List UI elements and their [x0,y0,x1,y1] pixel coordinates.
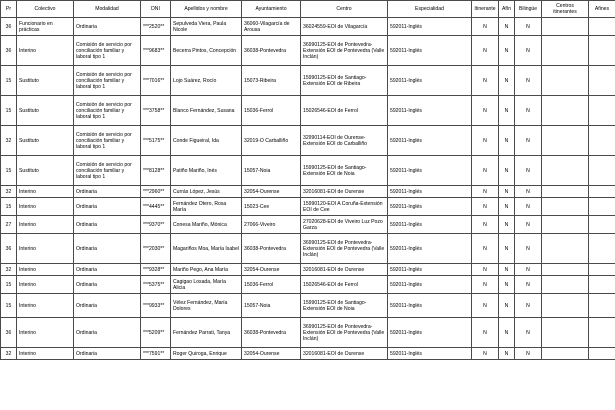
cell-nombre: Conesa Mariño, Mónica [171,216,242,234]
header-centro: Centro [301,1,388,18]
cell-pr: 15 [1,156,17,186]
cell-modalidad: Comisión de servicio por conciliación familiar y laboral tipo 1 [74,156,141,186]
cell-ayuntamiento: 15057-Noia [242,156,301,186]
cell-modalidad: Ordinaria [74,186,141,198]
cell-dni: ***5375** [141,276,171,294]
cell-colectivo: Interino [17,294,74,318]
cell-especialidad: 592011-Inglés [388,18,472,36]
cell-ayuntamiento: 15073-Ribeira [242,66,301,96]
cell-dni: ***4445** [141,198,171,216]
cell-itinerante: N [472,318,499,348]
cell-ayuntamiento: 15036-Ferrol [242,276,301,294]
cell-afin: N [499,36,515,66]
cell-afines [589,66,615,96]
header-bilingue: Bilingüe [515,1,542,18]
cell-centros-itinerantes [542,348,589,360]
cell-afin: N [499,66,515,96]
cell-pr: 15 [1,66,17,96]
cell-bilingue: N [515,18,542,36]
cell-especialidad: 592011-Inglés [388,348,472,360]
table-row [1,198,615,216]
cell-itinerante: N [472,276,499,294]
cell-especialidad: 592011-Inglés [388,318,472,348]
cell-especialidad: 592011-Inglés [388,126,472,156]
cell-nombre: Roger Quiroga, Enrique [171,348,242,360]
cell-afines [589,186,615,198]
cell-bilingue: N [515,186,542,198]
cell-dni: ***9683** [141,36,171,66]
cell-bilingue: N [515,264,542,276]
cell-centro: 36990125-EOI de Pontevedra-Extensión EOI de Pontevedra (Valle Inclán) [301,234,388,264]
cell-centros-itinerantes [542,36,589,66]
cell-dni: ***5175** [141,126,171,156]
table-row [1,348,615,360]
cell-colectivo: Sustituto [17,66,74,96]
cell-afines [589,276,615,294]
cell-centro: 15026546-EOI de Ferrol [301,96,388,126]
cell-ayuntamiento: 32054-Ourense [242,186,301,198]
cell-afines [589,216,615,234]
cell-centro: 15026546-EOI de Ferrol [301,276,388,294]
cell-ayuntamiento: 32019-O Carballiño [242,126,301,156]
cell-dni: ***2520** [141,18,171,36]
cell-modalidad: Ordinaria [74,198,141,216]
cell-nombre: Becerra Pintos, Concepción [171,36,242,66]
cell-dni: ***9370** [141,216,171,234]
cell-ayuntamiento: 36038-Pontevedra [242,36,301,66]
cell-colectivo: Interino [17,264,74,276]
cell-colectivo: Interino [17,318,74,348]
cell-itinerante: N [472,294,499,318]
cell-afin: N [499,216,515,234]
cell-nombre: Vélez Fernández, María Dolores [171,294,242,318]
cell-colectivo: Sustituto [17,126,74,156]
cell-pr: 15 [1,276,17,294]
cell-modalidad: Ordinaria [74,216,141,234]
table-row [1,318,615,348]
header-row [1,1,615,18]
cell-itinerante: N [472,198,499,216]
table-row [1,216,615,234]
cell-especialidad: 592011-Inglés [388,264,472,276]
cell-nombre: Cagigao Losada, María Alicia [171,276,242,294]
cell-pr: 32 [1,186,17,198]
cell-nombre: Fernández Parrati, Tanya [171,318,242,348]
cell-especialidad: 592011-Inglés [388,96,472,126]
cell-ayuntamiento: 32054-Ourense [242,264,301,276]
cell-afin: N [499,348,515,360]
cell-especialidad: 592011-Inglés [388,66,472,96]
cell-centros-itinerantes [542,276,589,294]
cell-nombre: Fernández Otero, Rosa María [171,198,242,216]
cell-bilingue: N [515,276,542,294]
cell-afines [589,318,615,348]
cell-centros-itinerantes [542,126,589,156]
cell-centros-itinerantes [542,216,589,234]
cell-bilingue: N [515,234,542,264]
cell-centros-itinerantes [542,264,589,276]
cell-especialidad: 592011-Inglés [388,36,472,66]
cell-centro: 32016081-EOI de Ourense [301,186,388,198]
cell-ayuntamiento: 15023-Cee [242,198,301,216]
cell-pr: 15 [1,96,17,126]
cell-pr: 36 [1,318,17,348]
cell-colectivo: Sustituto [17,156,74,186]
cell-centros-itinerantes [542,186,589,198]
cell-centros-itinerantes [542,18,589,36]
cell-dni: ***2030** [141,234,171,264]
cell-colectivo: Interino [17,216,74,234]
cell-pr: 36 [1,18,17,36]
cell-itinerante: N [472,36,499,66]
table-row [1,66,615,96]
cell-modalidad: Comisión de servicio por conciliación familiar y laboral tipo 1 [74,96,141,126]
cell-centro: 15990120-EOI A Coruña-Extensión EOI de Cee [301,198,388,216]
cell-bilingue: N [515,216,542,234]
cell-itinerante: N [472,264,499,276]
cell-afines [589,156,615,186]
cell-centros-itinerantes [542,198,589,216]
cell-ayuntamiento: 36060-Vilagarcía de Arousa [242,18,301,36]
cell-colectivo: Interino [17,276,74,294]
cell-afin: N [499,96,515,126]
cell-colectivo: Interino [17,348,74,360]
header-modalidad: Modalidad [74,1,141,18]
cell-ayuntamiento: 36038-Pontevedra [242,234,301,264]
cell-modalidad: Ordinaria [74,294,141,318]
cell-centro: 32016081-EOI de Ourense [301,264,388,276]
cell-pr: 15 [1,198,17,216]
cell-especialidad: 592011-Inglés [388,186,472,198]
cell-dni: ***7016** [141,66,171,96]
cell-centro: 36990125-EOI de Pontevedra-Extensión EOI de Pontevedra (Valle Inclán) [301,36,388,66]
cell-itinerante: N [472,348,499,360]
cell-afin: N [499,18,515,36]
cell-nombre: Magariños Moa, María Isabel [171,234,242,264]
cell-afines [589,36,615,66]
cell-itinerante: N [472,66,499,96]
cell-ayuntamiento: 15057-Noia [242,294,301,318]
cell-especialidad: 592011-Inglés [388,156,472,186]
cell-bilingue: N [515,96,542,126]
cell-nombre: Blanco Fernández, Susana [171,96,242,126]
cell-afines [589,18,615,36]
cell-colectivo: Sustituto [17,96,74,126]
cell-modalidad: Comisión de servicio por conciliación familiar y laboral tipo 1 [74,66,141,96]
cell-ayuntamiento: 32054-Ourense [242,348,301,360]
cell-centros-itinerantes [542,156,589,186]
cell-afin: N [499,234,515,264]
table-row [1,294,615,318]
cell-itinerante: N [472,234,499,264]
cell-modalidad: Ordinaria [74,276,141,294]
cell-nombre: Lojo Suárez, Rocío [171,66,242,96]
header-apellidos: Apellidos y nombre [171,1,242,18]
cell-afin: N [499,186,515,198]
cell-centro: 32016081-EOI de Ourense [301,348,388,360]
cell-colectivo: Interino [17,234,74,264]
cell-especialidad: 592011-Inglés [388,216,472,234]
cell-especialidad: 592011-Inglés [388,234,472,264]
cell-colectivo: Interino [17,186,74,198]
cell-itinerante: N [472,156,499,186]
cell-centro: 27020628-EOI de Viveiro Luz Pozo Garza [301,216,388,234]
cell-itinerante: N [472,18,499,36]
header-afin: Afín [499,1,515,18]
cell-modalidad: Ordinaria [74,18,141,36]
cell-centros-itinerantes [542,294,589,318]
header-afines: Afines [589,1,615,18]
table-row [1,126,615,156]
cell-centros-itinerantes [542,234,589,264]
cell-dni: ***3758** [141,96,171,126]
cell-bilingue: N [515,198,542,216]
cell-afin: N [499,294,515,318]
cell-especialidad: 592011-Inglés [388,276,472,294]
cell-bilingue: N [515,36,542,66]
cell-dni: ***5209** [141,318,171,348]
cell-pr: 36 [1,234,17,264]
header-colectivo: Colectivo [17,1,74,18]
cell-afin: N [499,126,515,156]
cell-afin: N [499,318,515,348]
table-row [1,96,615,126]
cell-afines [589,96,615,126]
table-row [1,186,615,198]
header-itinerante: Itinerante [472,1,499,18]
header-dni: DNI [141,1,171,18]
table-row [1,156,615,186]
cell-pr: 15 [1,294,17,318]
table-row [1,234,615,264]
cell-nombre: Mariño Pego, Ana María [171,264,242,276]
cell-afin: N [499,198,515,216]
table-row [1,264,615,276]
cell-bilingue: N [515,318,542,348]
cell-dni: ***9933** [141,294,171,318]
header-centros-itinerantes: Centros itinerantes [542,1,589,18]
cell-afines [589,198,615,216]
cell-centro: 15990125-EOI de Santiago-Extensión EOI de Noia [301,294,388,318]
cell-ayuntamiento: 27066-Viveiro [242,216,301,234]
cell-colectivo: Funcionario en prácticas [17,18,74,36]
cell-afin: N [499,156,515,186]
cell-dni: ***7591** [141,348,171,360]
cell-ayuntamiento: 15036-Ferrol [242,96,301,126]
cell-modalidad: Ordinaria [74,234,141,264]
cell-itinerante: N [472,96,499,126]
cell-modalidad: Ordinaria [74,348,141,360]
cell-afines [589,126,615,156]
cell-itinerante: N [472,126,499,156]
cell-nombre: Patiño Mariño, Inés [171,156,242,186]
table-row [1,36,615,66]
cell-afines [589,234,615,264]
cell-centro: 15990125-EOI de Santiago-Extensión EOI de Ribeira [301,66,388,96]
cell-pr: 32 [1,126,17,156]
cell-modalidad: Comisión de servicio por conciliación familiar y laboral tipo 1 [74,126,141,156]
cell-bilingue: N [515,126,542,156]
cell-especialidad: 592011-Inglés [388,198,472,216]
cell-centro: 32990114-EOI de Ourense-Extensión EOI do Carballiño [301,126,388,156]
header-ayuntamiento: Ayuntamiento [242,1,301,18]
cell-afines [589,294,615,318]
cell-bilingue: N [515,156,542,186]
cell-afin: N [499,264,515,276]
cell-itinerante: N [472,216,499,234]
cell-centros-itinerantes [542,318,589,348]
cell-dni: ***9328** [141,264,171,276]
cell-modalidad: Ordinaria [74,318,141,348]
cell-nombre: Sepulveda Viera, Paula Nicole [171,18,242,36]
table-row [1,276,615,294]
cell-pr: 32 [1,264,17,276]
cell-nombre: Currás López, Jesús [171,186,242,198]
cell-afin: N [499,276,515,294]
cell-itinerante: N [472,186,499,198]
table-row [1,18,615,36]
cell-modalidad: Ordinaria [74,264,141,276]
cell-centro: 15990125-EOI de Santiago-Extensión EOI de Noia [301,156,388,186]
cell-colectivo: Interino [17,36,74,66]
cell-nombre: Conde Figueiral, Ida [171,126,242,156]
cell-ayuntamiento: 36038-Pontevedra [242,318,301,348]
cell-bilingue: N [515,294,542,318]
cell-pr: 36 [1,36,17,66]
cell-afines [589,264,615,276]
header-pr: Pr [1,1,17,18]
cell-modalidad: Comisión de servicio por conciliación familiar y laboral tipo 1 [74,36,141,66]
cell-centros-itinerantes [542,96,589,126]
cell-centros-itinerantes [542,66,589,96]
cell-afines [589,348,615,360]
cell-dni: ***8128** [141,156,171,186]
cell-pr: 27 [1,216,17,234]
cell-centro: 36024559-EOI de Vilagarcía [301,18,388,36]
cell-colectivo: Interino [17,198,74,216]
cell-dni: ***2960** [141,186,171,198]
cell-pr: 32 [1,348,17,360]
cell-bilingue: N [515,66,542,96]
cell-centro: 36990125-EOI de Pontevedra-Extensión EOI de Pontevedra (Valle Inclán) [301,318,388,348]
cell-bilingue: N [515,348,542,360]
header-especialidad: Especialidad [388,1,472,18]
cell-especialidad: 592011-Inglés [388,294,472,318]
